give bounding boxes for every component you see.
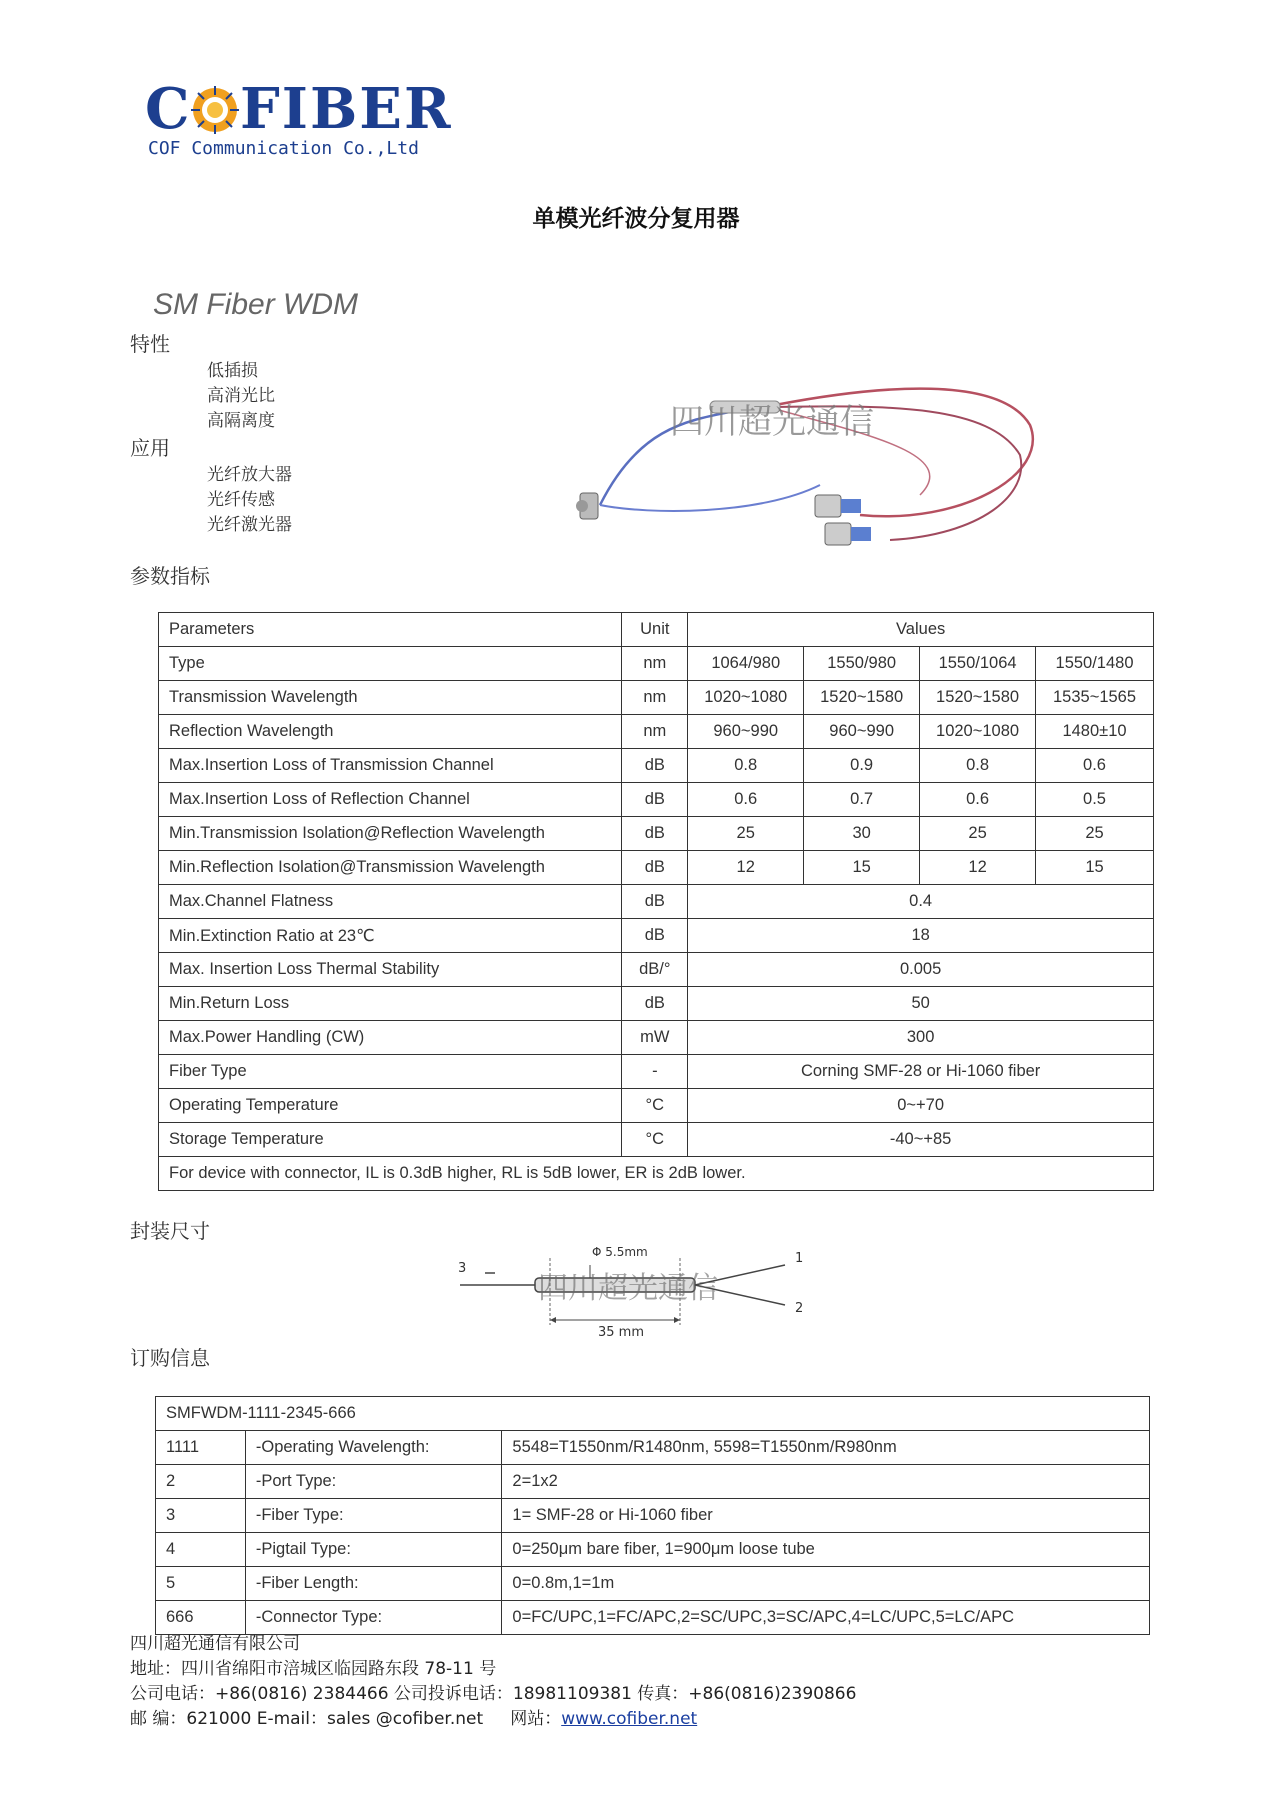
- unit-cell: dB: [622, 987, 688, 1021]
- value-cell: 25: [920, 817, 1036, 851]
- table-row: [159, 817, 1154, 851]
- ordering-code: SMFWDM-1111-2345-666: [156, 1397, 1150, 1431]
- table-row: [156, 1499, 1150, 1533]
- value-cell: Corning SMF-28 or Hi-1060 fiber: [688, 1055, 1154, 1089]
- order-code-cell: 1111: [156, 1431, 246, 1465]
- value-cell: 30: [804, 817, 920, 851]
- features-heading: 特性: [130, 332, 170, 356]
- value-cell: 0.005: [688, 953, 1154, 987]
- ordering-table: [155, 1396, 1150, 1635]
- value-cell: 12: [920, 851, 1036, 885]
- table-row: [159, 1123, 1154, 1157]
- unit-cell: -: [622, 1055, 688, 1089]
- value-cell: -40~+85: [688, 1123, 1154, 1157]
- value-cell: 1520~1580: [920, 681, 1036, 715]
- length-label: 35 mm: [598, 1325, 645, 1340]
- table-row: [159, 783, 1154, 817]
- website-link[interactable]: www.cofiber.net: [561, 1709, 698, 1729]
- value-cell: 0.7: [804, 783, 920, 817]
- table-row: [159, 715, 1154, 749]
- order-code-cell: 2: [156, 1465, 246, 1499]
- value-cell: 0.4: [688, 885, 1154, 919]
- unit-cell: nm: [622, 715, 688, 749]
- order-desc-cell: 5548=T1550nm/R1480nm, 5598=T1550nm/R980nm: [502, 1431, 1150, 1465]
- unit-cell: °C: [622, 1089, 688, 1123]
- footer-address: 地址：四川省绵阳市涪城区临园路东段 78-11 号: [130, 1659, 497, 1679]
- unit-cell: dB: [622, 885, 688, 919]
- value-cell: 300: [688, 1021, 1154, 1055]
- param-cell: Reflection Wavelength: [159, 715, 622, 749]
- application-item: 光纤放大器: [207, 465, 292, 485]
- fc-connector-icon: [815, 495, 861, 517]
- unit-cell: dB: [622, 783, 688, 817]
- table-row: [156, 1567, 1150, 1601]
- product-photo: [560, 365, 1060, 565]
- value-cell: 0.9: [804, 749, 920, 783]
- footer-company: 四川超光通信有限公司: [130, 1634, 300, 1654]
- table-note: For device with connector, IL is 0.3dB higher, RL is 5dB lower, ER is 2dB lower.: [159, 1157, 1154, 1191]
- fc-connector-icon: [825, 523, 871, 545]
- svg-text:C: C: [145, 78, 192, 138]
- unit-cell: dB: [622, 851, 688, 885]
- unit-cell: °C: [622, 1123, 688, 1157]
- order-field-cell: -Pigtail Type:: [245, 1533, 502, 1567]
- value-cell: 15: [804, 851, 920, 885]
- order-field-cell: -Fiber Type:: [245, 1499, 502, 1533]
- table-row: [159, 1055, 1154, 1089]
- value-cell: 0.5: [1036, 783, 1154, 817]
- port-3-label: 3: [458, 1261, 467, 1276]
- unit-cell: dB: [622, 749, 688, 783]
- param-cell: Min.Transmission Isolation@Reflection Wavelength: [159, 817, 622, 851]
- table-row: [156, 1465, 1150, 1499]
- package-watermark: 四川超光通信: [538, 1271, 718, 1306]
- table-row: [159, 851, 1154, 885]
- ordering-heading: 订购信息: [130, 1346, 210, 1370]
- table-row: [159, 749, 1154, 783]
- application-item: 光纤激光器: [207, 515, 292, 535]
- feature-item: 低插损: [207, 361, 258, 381]
- order-code-cell: 4: [156, 1533, 246, 1567]
- order-desc-cell: 0=FC/UPC,1=FC/APC,2=SC/UPC,3=SC/APC,4=LC/UPC,5=LC/APC: [502, 1601, 1150, 1635]
- order-field-cell: -Operating Wavelength:: [245, 1431, 502, 1465]
- package-heading: 封装尺寸: [130, 1219, 210, 1243]
- port-1-label: 1: [795, 1251, 804, 1266]
- footer-postal: 邮 编：621000 E-mail：sales @cofiber.net: [130, 1709, 484, 1729]
- value-cell: 25: [688, 817, 804, 851]
- table-row: [156, 1533, 1150, 1567]
- table-row: [159, 1021, 1154, 1055]
- header-values: Values: [688, 613, 1154, 647]
- svg-text:FIBER: FIBER: [240, 78, 453, 138]
- table-row: [156, 1431, 1150, 1465]
- table-header-row: [159, 613, 1154, 647]
- company-logo: [145, 78, 475, 147]
- table-row: [159, 987, 1154, 1021]
- header-unit: Unit: [622, 613, 688, 647]
- page-title: 单模光纤波分复用器: [532, 206, 740, 232]
- value-cell: 0.8: [688, 749, 804, 783]
- value-cell: 0.8: [920, 749, 1036, 783]
- footer-website-label: 网站：: [510, 1709, 562, 1729]
- value-cell: 1020~1080: [920, 715, 1036, 749]
- param-cell: Max.Power Handling (CW): [159, 1021, 622, 1055]
- photo-watermark: 四川超光通信: [670, 402, 874, 442]
- table-note-row: [159, 1157, 1154, 1191]
- param-cell: Min.Return Loss: [159, 987, 622, 1021]
- applications-heading: 应用: [130, 436, 170, 460]
- param-cell: Fiber Type: [159, 1055, 622, 1089]
- order-desc-cell: 1= SMF-28 or Hi-1060 fiber: [502, 1499, 1150, 1533]
- value-cell: 960~990: [688, 715, 804, 749]
- value-cell: 1480±10: [1036, 715, 1154, 749]
- spec-heading: 参数指标: [130, 564, 210, 588]
- spec-table: [158, 612, 1154, 1191]
- order-desc-cell: 0=250μm bare fiber, 1=900μm loose tube: [502, 1533, 1150, 1567]
- header-parameters: Parameters: [159, 613, 622, 647]
- unit-cell: dB: [622, 919, 688, 953]
- table-row: [159, 919, 1154, 953]
- value-cell: 1020~1080: [688, 681, 804, 715]
- table-row: [159, 953, 1154, 987]
- table-row: [159, 1089, 1154, 1123]
- value-cell: 960~990: [804, 715, 920, 749]
- order-field-cell: -Port Type:: [245, 1465, 502, 1499]
- order-desc-cell: 2=1x2: [502, 1465, 1150, 1499]
- value-cell: 25: [1036, 817, 1154, 851]
- value-cell: 18: [688, 919, 1154, 953]
- param-cell: Max.Insertion Loss of Transmission Channel: [159, 749, 622, 783]
- param-cell: Type: [159, 647, 622, 681]
- value-cell: 50: [688, 987, 1154, 1021]
- sun-icon: [191, 86, 239, 134]
- package-dimension-diagram: [450, 1240, 850, 1340]
- value-cell: 0.6: [920, 783, 1036, 817]
- diameter-label: Φ 5.5mm: [592, 1245, 648, 1259]
- value-cell: 1064/980: [688, 647, 804, 681]
- order-code-cell: 3: [156, 1499, 246, 1533]
- company-subtitle: COF Communication Co.,Ltd: [148, 138, 419, 159]
- param-cell: Min.Reflection Isolation@Transmission Wavelength: [159, 851, 622, 885]
- application-item: 光纤传感: [207, 490, 275, 510]
- unit-cell: mW: [622, 1021, 688, 1055]
- param-cell: Min.Extinction Ratio at 23℃: [159, 919, 622, 953]
- package-drawing: [450, 1240, 850, 1340]
- value-cell: 1550/1480: [1036, 647, 1154, 681]
- value-cell: 0.6: [688, 783, 804, 817]
- product-title-en: SM Fiber WDM: [153, 288, 358, 321]
- order-code-cell: 666: [156, 1601, 246, 1635]
- footer: [130, 1632, 856, 1732]
- param-cell: Storage Temperature: [159, 1123, 622, 1157]
- value-cell: 0~+70: [688, 1089, 1154, 1123]
- param-cell: Transmission Wavelength: [159, 681, 622, 715]
- footer-contact: [130, 1707, 856, 1732]
- table-row: [159, 681, 1154, 715]
- table-row: [159, 885, 1154, 919]
- order-field-cell: -Fiber Length:: [245, 1567, 502, 1601]
- wdm-device-illustration: [560, 365, 1060, 565]
- param-cell: Max. Insertion Loss Thermal Stability: [159, 953, 622, 987]
- unit-cell: nm: [622, 647, 688, 681]
- value-cell: 15: [1036, 851, 1154, 885]
- unit-cell: dB: [622, 817, 688, 851]
- feature-item: 高隔离度: [207, 411, 275, 431]
- value-cell: 0.6: [1036, 749, 1154, 783]
- footer-phone: 公司电话：+86(0816) 2384466 公司投诉电话：18981109381 传真：+86(0816)2390866: [130, 1684, 857, 1704]
- fc-connector-icon: [576, 493, 598, 519]
- value-cell: 1550/980: [804, 647, 920, 681]
- table-row: [156, 1601, 1150, 1635]
- value-cell: 1520~1580: [804, 681, 920, 715]
- order-desc-cell: 0=0.8m,1=1m: [502, 1567, 1150, 1601]
- value-cell: 1550/1064: [920, 647, 1036, 681]
- unit-cell: nm: [622, 681, 688, 715]
- param-cell: Operating Temperature: [159, 1089, 622, 1123]
- value-cell: 1535~1565: [1036, 681, 1154, 715]
- order-field-cell: -Connector Type:: [245, 1601, 502, 1635]
- order-code-cell: 5: [156, 1567, 246, 1601]
- value-cell: 12: [688, 851, 804, 885]
- param-cell: Max.Insertion Loss of Reflection Channel: [159, 783, 622, 817]
- param-cell: Max.Channel Flatness: [159, 885, 622, 919]
- unit-cell: dB/°: [622, 953, 688, 987]
- cofiber-logo-graphic: [145, 78, 475, 138]
- feature-item: 高消光比: [207, 386, 275, 406]
- port-2-label: 2: [795, 1301, 804, 1316]
- table-row: [159, 647, 1154, 681]
